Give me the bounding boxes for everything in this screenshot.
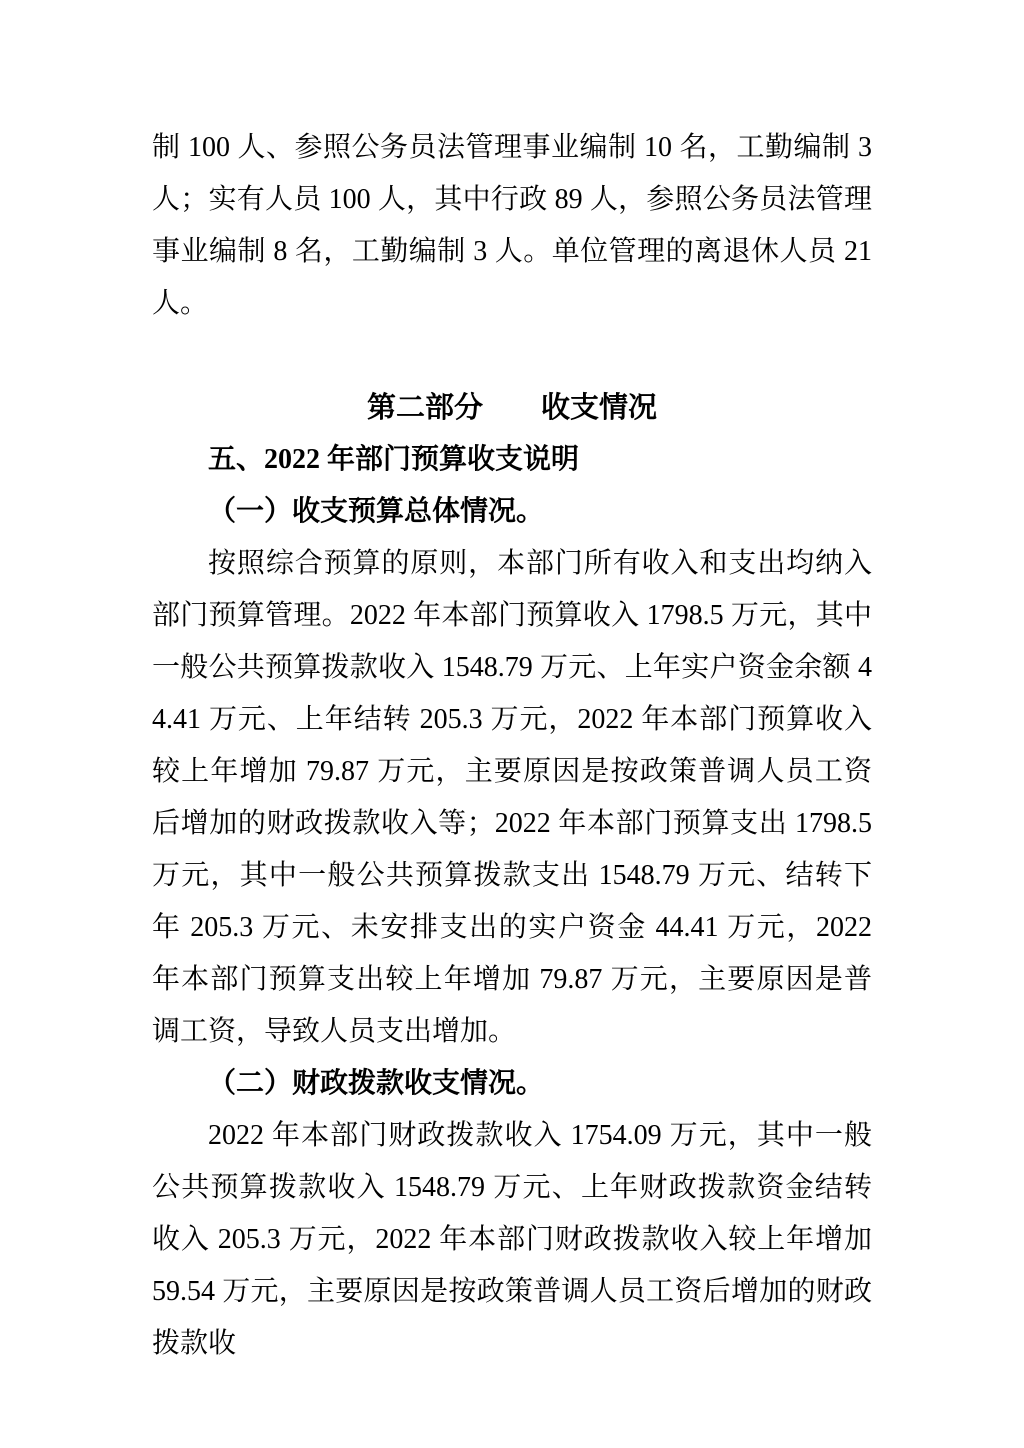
paragraph-overall-budget: 按照综合预算的原则，本部门所有收入和支出均纳入部门预算管理。2022 年本部门预算收入 1798.5 万元，其中一般公共预算拨款收入 1548.79 万元、上年实户资金余额 44.41 万元、上年结转 205.3 万元，2022 年本部门预算收入较上年增加 79.87 万元，主要原因是按政策普调人员工资后增加的财政拨款收入等；2022 年本部门预算支出 1798.5 万元，其中一般公共预算拨款支出 1548.79 万元、结转下年 205.3 万元、未安排支出的实户资金 44.41 万元，2022 年本部门预算支出较上年增加 79.87 万元，主要原因是普调工资，导致人员支出增加。 xyxy=(152,548,872,1047)
section-heading-part2: 第二部分 收支情况 xyxy=(366,392,657,424)
subheading-fiscal-appropriation: （二）财政拨款收支情况。 xyxy=(208,1068,545,1099)
paragraph-staffing-continuation: 制 100 人、参照公务员法管理事业编制 10 名，工勤编制 3 人；实有人员 100 人，其中行政 89 人，参照公务员法管理事业编制 8 名，工勤编制 3 人。单位管理的离退休人员 21 人。 xyxy=(152,132,872,319)
subheading-overall-budget: （一）收支预算总体情况。 xyxy=(208,496,545,527)
paragraph-fiscal-appropriation: 2022 年本部门财政拨款收入 1754.09 万元，其中一般公共预算拨款收入 1548.79 万元、上年财政拨款资金结转收入 205.3 万元，2022 年本部门财政拨款收入较上年增加 59.54 万元，主要原因是按政策普调人员工资后增加的财政拨款收 xyxy=(152,1120,872,1359)
heading-budget-explanation: 五、2022 年部门预算收支说明 xyxy=(208,444,580,475)
